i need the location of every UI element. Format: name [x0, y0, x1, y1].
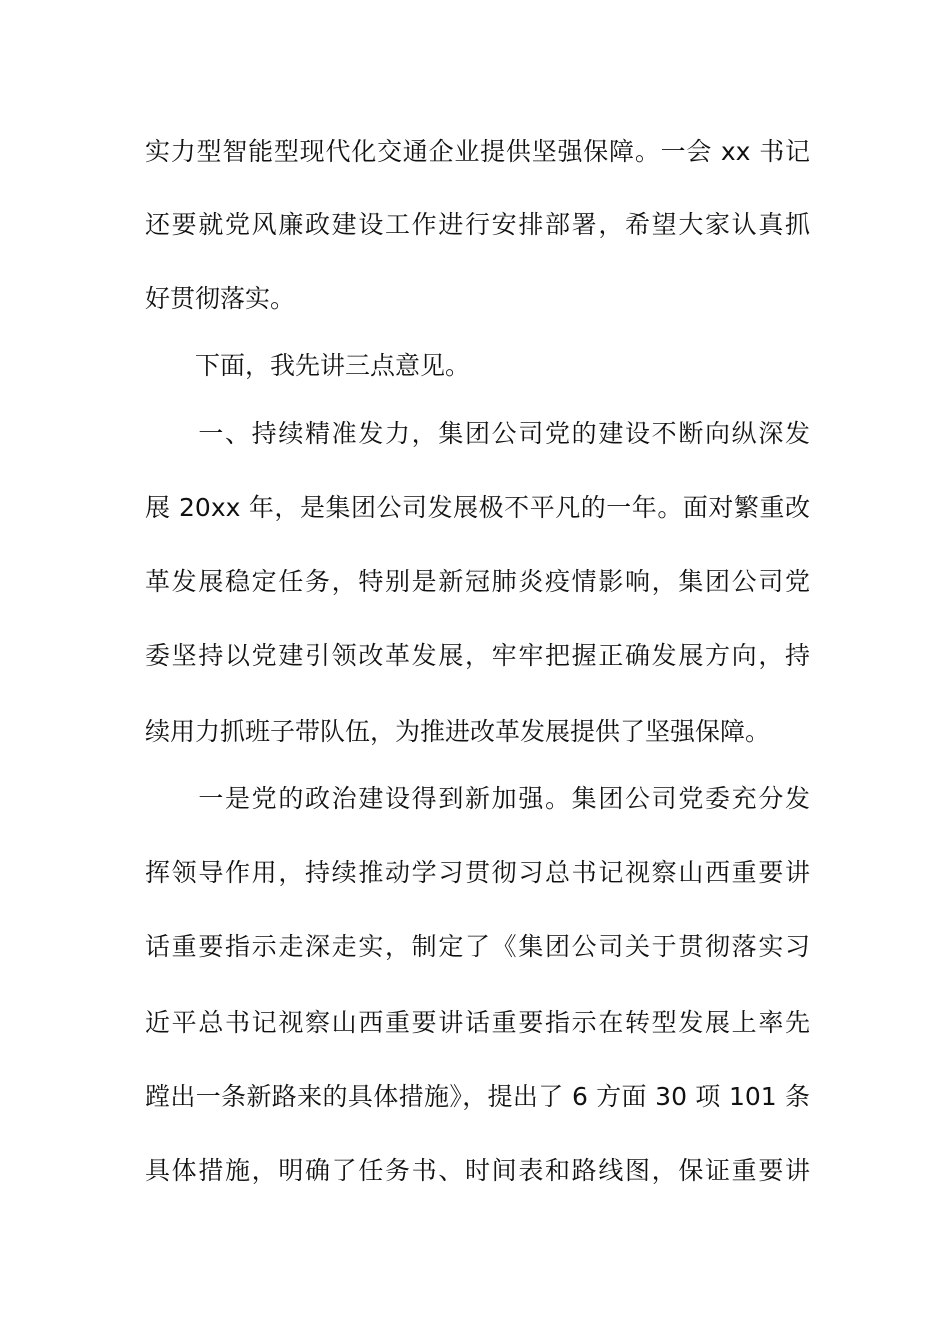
text-line-15: 具体措施，明确了任务书、时间表和路线图，保证重要讲 — [145, 1156, 810, 1185]
text-line-5: 一、持续精准发力，集团公司党的建设不断向纵深发 — [145, 419, 810, 448]
text-line-13: 近平总书记视察山西重要讲话重要指示在转型发展上率先 — [145, 1008, 810, 1037]
text-line-12: 话重要指示走深走实，制定了《集团公司关于贯彻落实习 — [145, 932, 810, 961]
text-line-3: 好贯彻落实。 — [145, 284, 296, 313]
text-line-1: 实力型智能型现代化交通企业提供坚强保障。一会 xx 书记 — [145, 137, 810, 166]
text-line-8: 委坚持以党建引领改革发展，牢牢把握正确发展方向，持 — [145, 641, 810, 670]
text-line-7: 革发展稳定任务，特别是新冠肺炎疫情影响，集团公司党 — [145, 567, 810, 596]
text-line-14: 蹚出一条新路来的具体措施》，提出了 6 方面 30 项 101 条 — [145, 1082, 810, 1111]
text-line-4: 下面，我先讲三点意见。 — [145, 351, 471, 380]
text-line-9: 续用力抓班子带队伍，为推进改革发展提供了坚强保障。 — [145, 717, 771, 746]
text-line-10: 一是党的政治建设得到新加强。集团公司党委充分发 — [145, 784, 810, 813]
text-line-2: 还要就党风廉政建设工作进行安排部署，希望大家认真抓 — [145, 210, 810, 239]
text-line-6: 展 20xx 年，是集团公司发展极不平凡的一年。面对繁重改 — [145, 493, 810, 522]
text-line-11: 挥领导作用，持续推动学习贯彻习总书记视察山西重要讲 — [145, 858, 810, 887]
